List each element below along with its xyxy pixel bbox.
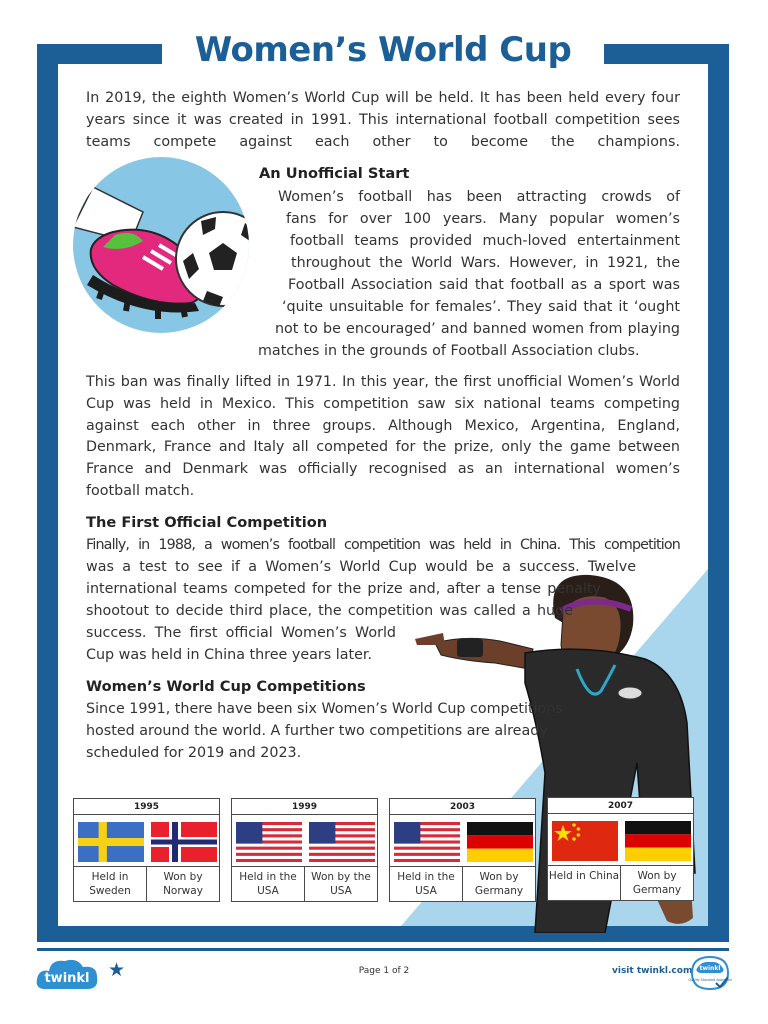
card-held: Held in the USA (397, 871, 455, 897)
unofficial-line-5: Football Association said that football as a sport was (288, 277, 680, 293)
card-held: Held in China (548, 870, 620, 882)
ban-paragraph (86, 372, 680, 503)
footer-divider (37, 948, 729, 951)
first-official-line-6: Cup was held in China three years later. (86, 647, 373, 663)
first-official-line-2: was a test to see if a Women’s World Cup would be a success. Twelve (86, 559, 636, 575)
visit-link[interactable]: visit twinkl.com (612, 966, 693, 976)
card-won: Won by Norway (146, 867, 219, 901)
sweden-flag-icon (78, 822, 144, 862)
first-official-line-4: shootout to decide third place, the competition was called a huge (86, 603, 573, 619)
card-year: 2007 (548, 798, 693, 814)
intro-text: In 2019, the eighth Women’s World Cup will be held. It has been held every four years since it was created in 1991. This international football competition sees teams compete against each other to become the champions. (86, 90, 680, 150)
card-year: 1999 (232, 799, 377, 815)
quality-badge (688, 953, 732, 993)
competitions-line-2: hosted around the world. A further two competitions are already (86, 723, 548, 739)
world-cup-card-2007 (547, 797, 694, 901)
usa-flag-icon (309, 822, 375, 862)
badge-brand: twinkl (699, 965, 721, 972)
page-number: Page 1 of 2 (358, 966, 410, 976)
world-cup-card-1999 (231, 798, 378, 902)
card-held: Held in the USA (239, 871, 297, 897)
unofficial-line-2: fans for over 100 years. Many popular women’s (286, 211, 680, 227)
world-cup-card-1995 (73, 798, 220, 902)
competitions-line-1: Since 1991, there have been six Women’s World Cup competitions (86, 701, 563, 717)
norway-flag-icon (151, 822, 217, 862)
unofficial-heading: An Unofficial Start (259, 165, 410, 182)
competitions-heading: Women’s World Cup Competitions (86, 678, 366, 695)
badge-text: Quality Standard Approved (688, 978, 732, 982)
unofficial-line-1: Women’s football has been attracting crowds of (278, 189, 680, 205)
germany-flag-icon (467, 822, 533, 862)
card-year: 2003 (390, 799, 535, 815)
unofficial-line-4: throughout the World Wars. However, in 1921, the (291, 255, 680, 271)
usa-flag-icon (236, 822, 302, 862)
card-year: 1995 (74, 799, 219, 815)
football-boot-and-ball-icon (73, 157, 249, 333)
first-official-line-3: international teams competed for the prize and, after a tense penalty (86, 581, 601, 597)
card-won: Won by Germany (620, 866, 693, 900)
page-title: Women’s World Cup (194, 30, 572, 70)
usa-flag-icon (394, 822, 460, 862)
card-won: Won by the USA (304, 867, 377, 901)
card-held: Held in Sweden (89, 871, 131, 897)
logo-text: twinkl (44, 971, 90, 986)
intro-paragraph (86, 88, 680, 153)
card-won: Won by Germany (462, 867, 535, 901)
first-official-line-5: success. The first official Women’s World (86, 625, 396, 641)
first-official-heading: The First Official Competition (86, 514, 328, 531)
unofficial-line-7: not to be encouraged’ and banned women from playing (275, 321, 680, 337)
unofficial-line-6: ‘quite unsuitable for females’. They said that it ‘ought (282, 299, 680, 315)
twinkl-logo[interactable] (35, 955, 99, 995)
first-official-line-1: Finally, in 1988, a women’s football competition was held in China. This competition (86, 537, 680, 553)
competitions-line-3: scheduled for 2019 and 2023. (86, 745, 302, 761)
star-icon: ★ (108, 959, 126, 981)
football-illustration (73, 157, 249, 333)
germany-flag-icon (625, 821, 691, 861)
unofficial-line-3: football teams provided much-loved entertainment (290, 233, 680, 249)
world-cup-card-2003 (389, 798, 536, 902)
china-flag-icon (552, 821, 618, 861)
ban-text: This ban was finally lifted in 1971. In this year, the first unofficial Women’s World Cup was held in Mexico. This competition saw six national teams competing against each other in three groups. Although Mexico, Argentina, England, Denmark, France and Italy all competed for the prize, only the game between France and Denmark was officially recognised as an international women’s football match. (86, 374, 680, 499)
unofficial-line-8: matches in the grounds of Football Association clubs. (258, 343, 640, 359)
